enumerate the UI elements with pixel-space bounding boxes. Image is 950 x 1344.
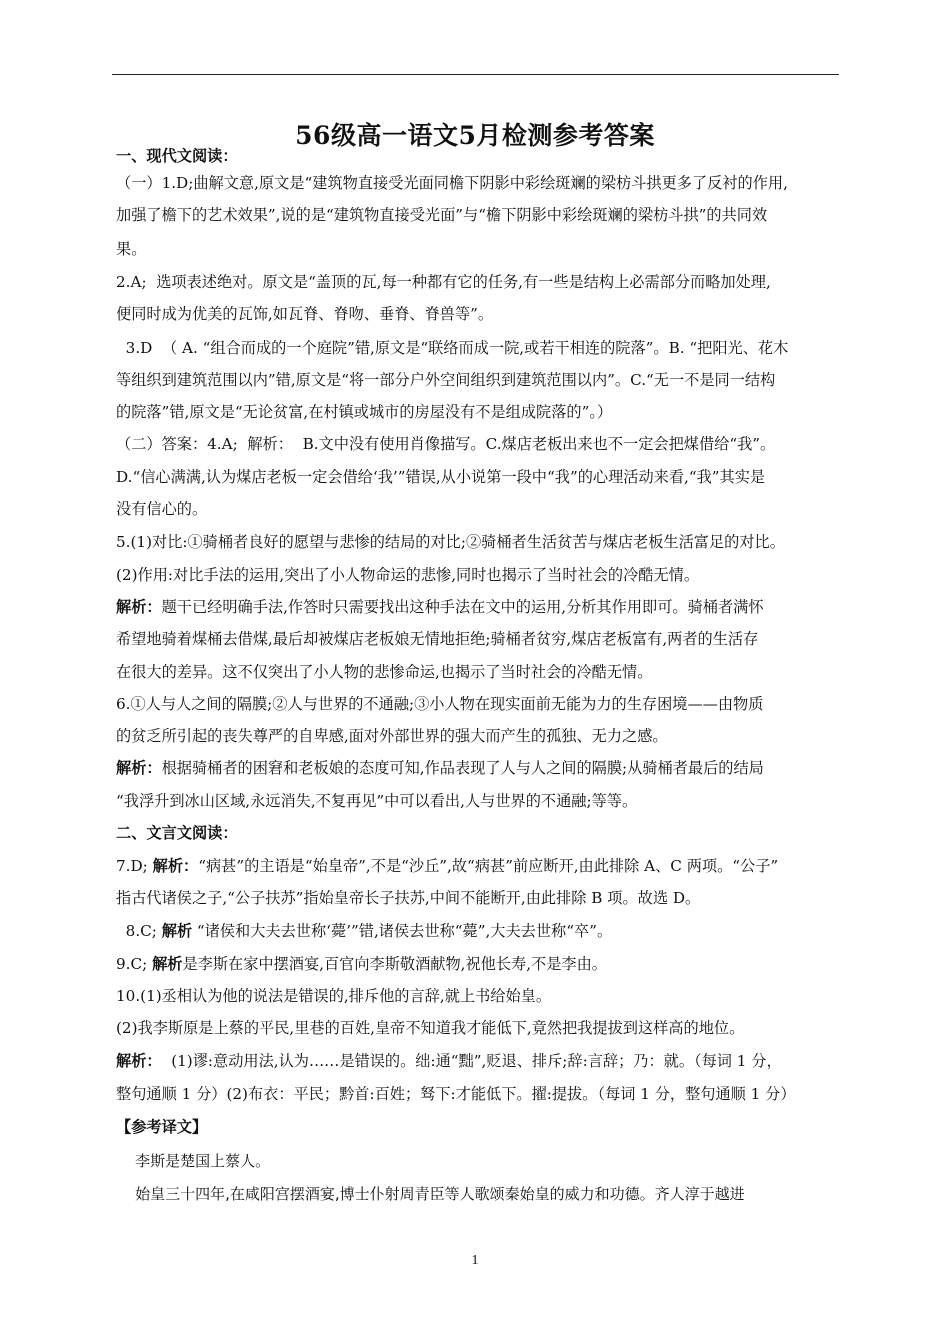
line-text: 整句通顺 1 分）(2)布衣：平民；黔首:百姓；驽下:才能低下。擢:提拔。（每词 1 分，整句通顺 1 分） (116, 1085, 796, 1103)
text-line (116, 597, 846, 617)
line-text: D.“信心满满,认为煤店老板一定会借给‘我’”错误,从小说第一段中“我”的心理活动来看,“我”其实是 (116, 468, 766, 486)
line-text: 5.(1)对比:①骑桶者良好的愿望与悲惨的结局的对比;②骑桶者生活贫苦与煤店老板生活富足的对比。 (116, 533, 785, 551)
text-line (116, 921, 846, 941)
line-text: 加强了檐下的艺术效果”,说的是“建筑物直接受光面”与“檐下阴影中彩绘斑斓的梁枋斗拱”的共同效 (116, 206, 768, 224)
page-number: 1 (471, 1253, 479, 1268)
text-line (116, 338, 846, 358)
text-line (116, 370, 846, 390)
header-rule (112, 74, 839, 75)
text-line (116, 1117, 846, 1137)
text-line (116, 629, 846, 649)
text-line (116, 694, 846, 714)
line-text: 便同时成为优美的瓦饰,如瓦脊、脊吻、垂脊、脊兽等”。 (116, 305, 494, 323)
line-text: （二）答案：4.A; 解析： B.文中没有使用肖像描写。C.煤店老板出来也不一定会把煤借给“我”。 (116, 435, 776, 453)
analysis-label: 解析： (116, 598, 162, 616)
line-text: 10.(1)丞相认为他的说法是错误的,排斥他的言辞,就上书给始皇。 (116, 987, 552, 1005)
text-line (116, 954, 846, 974)
line-text: 6.①人与人之间的隔膜;②人与世界的不通融;③小人物在现实面前无能为力的生存困境——由物质 (116, 695, 764, 713)
text-line (116, 499, 846, 519)
line-text: 【参考译文】 (116, 1118, 208, 1136)
question-number: 8.C; (116, 922, 162, 940)
text-line (116, 173, 846, 193)
line-text: 根据骑桶者的困窘和老板娘的态度可知,作品表现了人与人之间的隔膜;从骑桶者最后的结局 (161, 759, 764, 777)
line-text: 一、现代文阅读： (116, 147, 238, 165)
text-line (116, 205, 846, 225)
text-line (116, 272, 846, 292)
line-text: 果。 (116, 240, 147, 258)
analysis-label: 解析： (152, 857, 199, 875)
line-text: 二、文言文阅读： (116, 824, 238, 842)
analysis-label: 解析： (116, 1052, 162, 1070)
text-line (116, 888, 846, 908)
line-text: (2)作用:对比手法的运用,突出了小人物命运的悲惨,同时也揭示了当时社会的冷酷无情。 (116, 566, 700, 584)
text-line (116, 1051, 846, 1071)
line-text: 始皇三十四年,在咸阳宫摆酒宴,博士仆射周青臣等人歌颂秦始皇的威力和功德。齐人淳于越进 (116, 1185, 745, 1203)
line-text: 李斯是楚国上蔡人。 (116, 1152, 271, 1170)
line-text: “我浮升到冰山区域,永远消失,不复再见”中可以看出,人与世界的不通融;等等。 (116, 792, 638, 810)
text-line (116, 146, 846, 166)
line-text: （一）1.D;曲解文意,原文是“建筑物直接受光面同檐下阴影中彩绘斑斓的梁枋斗拱更多了反衬的作用, (116, 174, 788, 192)
text-line (116, 565, 846, 585)
text-line (116, 1151, 846, 1171)
text-line (116, 402, 846, 422)
text-line (116, 758, 846, 778)
text-line (116, 856, 846, 876)
text-line (116, 467, 846, 487)
line-text: (1)谬:意动用法,认为……是错误的。绌:通“黜”,贬退、排斥;辞:言辞；乃：就。（每词 1 分， (161, 1052, 782, 1070)
line-text: 没有信心的。 (116, 500, 208, 518)
text-line (116, 823, 846, 843)
line-text: 3.D （ A. “组合而成的一个庭院”错,原文是“联络而成一院,或若干相连的院落”。B. “把阳光、花木 (116, 339, 789, 357)
line-text: 在很大的差异。这不仅突出了小人物的悲惨命运,也揭示了当时社会的冷酷无情。 (116, 663, 653, 681)
line-text: “病甚”的主语是“始皇帝”,不是“沙丘”,故“病甚”前应断开,由此排除 A、C 两项。“公子” (198, 857, 779, 875)
analysis-label: 解析 (152, 955, 183, 973)
text-line (116, 434, 846, 454)
line-text: 题干已经明确手法,作答时只需要找出这种手法在文中的运用,分析其作用即可。骑桶者满怀 (161, 598, 764, 616)
line-text: 是李斯在家中摆酒宴,百官向李斯敬酒献物,祝他长寿,不是李由。 (182, 955, 607, 973)
text-line (116, 791, 846, 811)
page-title: 56级高一语文5月检测参考答案 (295, 121, 655, 150)
text-line (116, 532, 846, 552)
text-line (116, 239, 846, 259)
question-number: 9.C; (116, 955, 153, 973)
analysis-label: 解析： (116, 759, 162, 777)
line-text: “诸侯和大夫去世称‘薨’”错,诸侯去世称“薨”,大夫去世称“卒”。 (192, 922, 613, 940)
text-line (116, 304, 846, 324)
line-text: (2)我李斯原是上蔡的平民,里巷的百姓,皇帝不知道我才能低下,竟然把我提拔到这样高的地位。 (116, 1019, 745, 1037)
line-text: 等组织到建筑范围以内”错,原文是“将一部分户外空间组织到建筑范围以内”。C.“无一不是同一结构 (116, 371, 776, 389)
line-text: 希望地骑着煤桶去借煤,最后却被煤店老板娘无情地拒绝;骑桶者贫穷,煤店老板富有,两者的生活存 (116, 630, 759, 648)
line-text: 2.A; 选项表述绝对。原文是“盖顶的瓦,每一种都有它的任务,有一些是结构上必需部分而略加处理, (116, 273, 771, 291)
text-line (116, 986, 846, 1006)
line-text: 指古代诸侯之子,“公子扶苏”指始皇帝长子扶苏,中间不能断开,由此排除 B 项。故选 D。 (116, 889, 701, 907)
text-line (116, 726, 846, 746)
text-line (116, 1018, 846, 1038)
text-line (116, 1184, 846, 1204)
text-line (116, 1084, 846, 1104)
analysis-label: 解析 (161, 922, 193, 940)
text-line (116, 662, 846, 682)
line-text: 的贫乏所引起的丧失尊严的自卑感,面对外部世界的强大而产生的孤独、无力之感。 (116, 727, 668, 745)
question-number: 7.D; (116, 857, 153, 875)
line-text: 的院落”错,原文是“无论贫富,在村镇或城市的房屋没有不是组成院落的”。） (116, 403, 613, 421)
